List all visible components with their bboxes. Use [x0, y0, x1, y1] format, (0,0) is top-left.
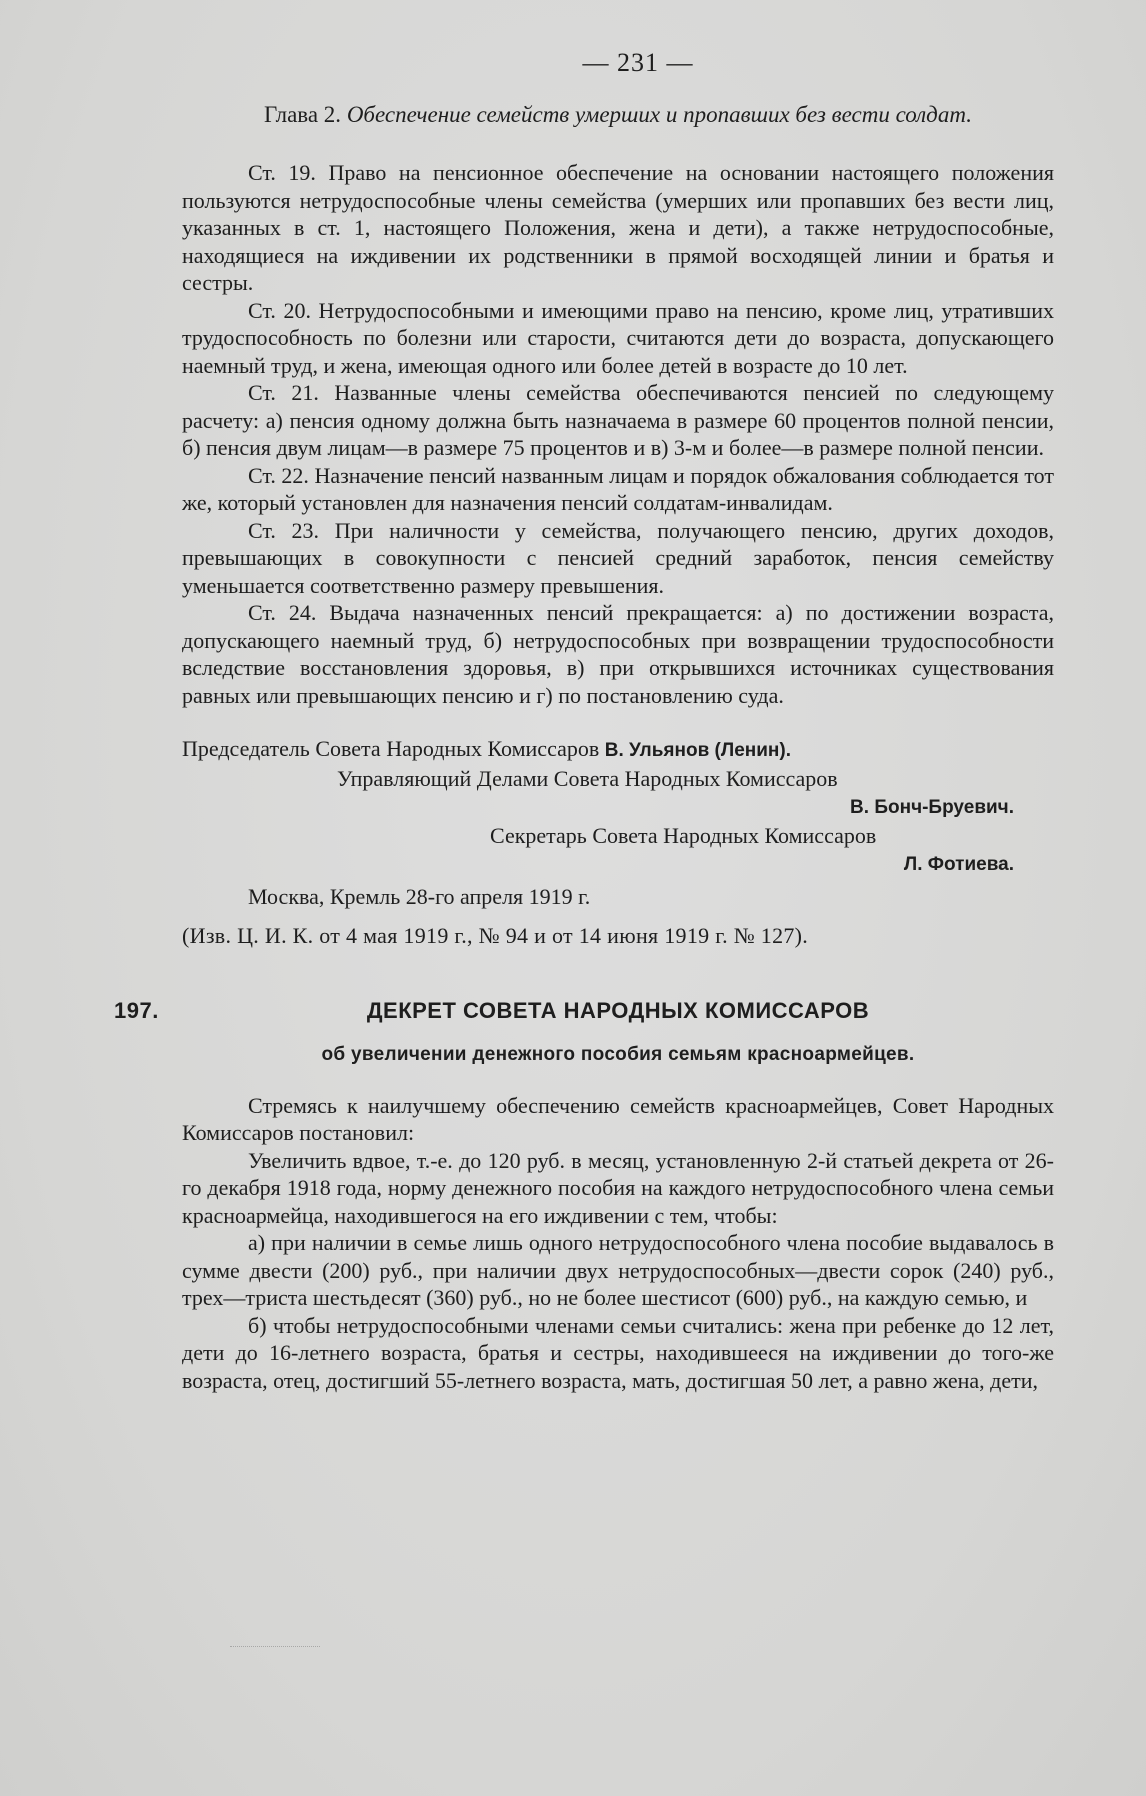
page-smudge: [230, 1646, 320, 1655]
decree-paragraph: б) чтобы нетрудоспособными членами семьи считались: жена при ребенке до 12 лет, дети до 16-летнего возраста, братья и сестры, находившееся на иждивении до того-же возраста, отец, достигший 55-летнего возраста, мать, достигшая 50 лет, а равно жена, дети,: [182, 1312, 1054, 1393]
article-22: Ст. 22. Назначение пенсий названным лицам и порядок обжалования соблюдается тот же, который установлен для назначения пенсий солдатам-инвалидам.: [182, 462, 1054, 515]
article-24: Ст. 24. Выдача назначенных пенсий прекращается: а) по достижении возраста, допускающего наемный труд, б) нетрудоспособных при возвращении трудоспособности вследствие восстановления здоровья, в) при открывшихся источниках существования равных или превышающих пенсию и г) по постановлению суда.: [182, 600, 1054, 708]
article-21: Ст. 21. Названные члены семейства обеспечиваются пенсией по следующему расчету: а) пенсия одному должна быть назначаема в размере 60 процентов полной пенсии, б) пенсия двум лицам—в размере 75 процентов и в) 3-м и более—в размере полной пенсии.: [182, 380, 1054, 460]
page-number: — 231 —: [582, 48, 694, 77]
decree-paragraph: Увеличить вдвое, т.-е. до 120 руб. в месяц, установленную 2-й статьей декрета от 26-го декабря 1918 года, норму денежного пособия на каждого нетрудоспособного члена семьи красноармейца, находившегося на его иждивении с тем, чтобы:: [182, 1147, 1054, 1228]
chapter-label: Глава 2.: [264, 102, 342, 127]
place-date: Москва, Кремль 28-го апреля 1919 г.: [248, 883, 591, 909]
signatures-block: [182, 735, 1054, 950]
decree-paragraph: а) при наличии в семье лишь одного нетрудоспособного члена пособие выдавалось в сумме двести (200) руб., при наличии двух нетрудоспособных—двести сорок (240) руб., трех—триста шестьдесят (360) руб., но не более шестисот (600) руб., на каждую семью, и: [182, 1230, 1054, 1310]
manager-title: Управляющий Делами Совета Народных Комиссаров: [337, 765, 838, 791]
decree-number: 197.: [114, 997, 159, 1023]
chapter-heading: [182, 100, 1054, 129]
secretary-name: Л. Фотиева.: [903, 854, 1014, 875]
chairman-name: В. Ульянов (Ленин).: [604, 740, 792, 761]
source-reference: (Изв. Ц. И. К. от 4 мая 1919 г., № 94 и от 14 июня 1919 г. № 127).: [182, 923, 809, 948]
article-19: Ст. 19. Право на пенсионное обеспечение на основании настоящего положения пользуются нетрудоспособные члены семейства (умерших или пропавших без вести лиц, указанных в ст. 1, настоящего Положения, жена и дети), а также нетрудоспособные, находящиеся на иждивении их родственники в прямой восходящей линии и братья и сестры.: [182, 160, 1054, 295]
article-20: Ст. 20. Нетрудоспособными и имеющими право на пенсию, кроме лиц, утративших трудоспособность по болезни или старости, считаются дети до возраста, допускающего наемный труд, и жена, имеющая одного или более детей в возрасте до 10 лет.: [182, 297, 1054, 378]
article-23: Ст. 23. При наличности у семейства, получающего пенсию, других доходов, превышающих в совокупности с пенсией средний заработок, пенсия семейству уменьшается соответственно размеру превышения.: [182, 517, 1054, 598]
manager-name: В. Бонч-Бруевич.: [850, 797, 1014, 818]
chairman-title: Председатель Совета Народных Комиссаров: [182, 736, 600, 761]
decree-title: ДЕКРЕТ СОВЕТА НАРОДНЫХ КОМИССАРОВ: [366, 997, 870, 1023]
page-content: [114, 48, 1054, 1394]
decree-subtitle: об увеличении денежного пособия семьям красноармейцев.: [321, 1043, 915, 1065]
decree-heading: [114, 997, 1054, 1024]
chapter-title: Обеспечение семейств умерших и пропавших без вести солдат.: [346, 102, 972, 127]
decree-paragraph: Стремясь к наилучшему обеспечению семейств красноармейцев, Совет Народных Комиссаров постановил:: [182, 1092, 1054, 1145]
secretary-title: Секретарь Совета Народных Комиссаров: [490, 822, 877, 848]
chairman-line: [182, 735, 1054, 765]
